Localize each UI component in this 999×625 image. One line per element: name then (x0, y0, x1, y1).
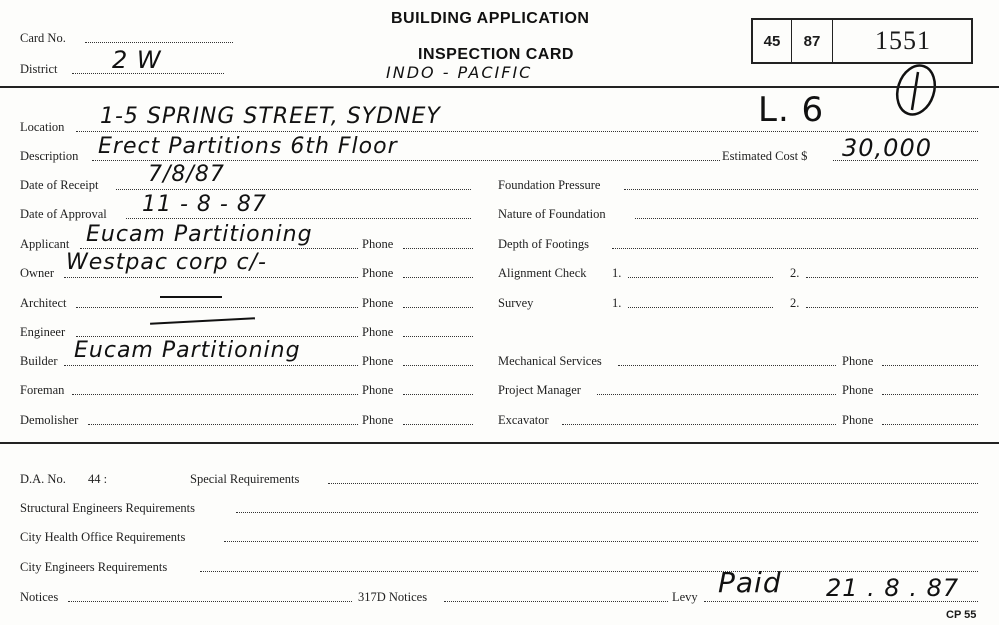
engineer-phone-label: Phone (362, 325, 394, 339)
owner-line (64, 277, 358, 278)
title-line-1: BUILDING APPLICATION (391, 10, 590, 27)
architect-line (76, 307, 358, 308)
card-no-line (85, 42, 233, 43)
excavator-line (562, 424, 836, 425)
project-manager-phone-line (882, 394, 978, 395)
card-no-label: Card No. (20, 31, 66, 45)
owner-phone-line (403, 277, 473, 278)
health-requirements-label: City Health Office Requirements (20, 530, 186, 544)
engineer-dash (150, 317, 255, 324)
architect-phone-line (403, 307, 473, 308)
project-manager-label: Project Manager (498, 383, 581, 397)
district-value: 2 W (112, 46, 162, 74)
survey-line-2 (806, 307, 978, 308)
engineer-label: Engineer (20, 325, 66, 339)
foreman-line (72, 394, 358, 395)
demolisher-line (88, 424, 358, 425)
header-rule (0, 86, 999, 88)
card-number: 1551 (875, 26, 931, 55)
foreman-label: Foreman (20, 383, 65, 397)
engineer-line (76, 336, 358, 337)
foundation-pressure-line (624, 189, 978, 190)
description-line (92, 160, 720, 161)
builder-label: Builder (20, 354, 58, 368)
box-cell-1: 45 (753, 20, 792, 62)
notices-label: Notices (20, 590, 59, 604)
levy-label: Levy (672, 590, 698, 604)
location-value: 1-5 SPRING STREET, SYDNEY (100, 104, 441, 129)
notices-317d-line (444, 601, 668, 602)
applicant-phone-line (403, 248, 473, 249)
demolisher-phone-line (403, 424, 473, 425)
description-value: Erect Partitions 6th Floor (98, 134, 398, 159)
excavator-phone-label: Phone (842, 413, 874, 427)
excavator-label: Excavator (498, 413, 549, 427)
excavator-phone-line (882, 424, 978, 425)
description-label: Description (20, 149, 79, 163)
owner-value: Westpac corp c/- (66, 250, 267, 275)
owner-label: Owner (20, 266, 55, 280)
location-line (76, 131, 978, 132)
applicant-label: Applicant (20, 237, 70, 251)
owner-phone-label: Phone (362, 266, 394, 280)
mechanical-label: Mechanical Services (498, 354, 602, 368)
alignment-num-2: 2. (790, 266, 800, 280)
alignment-check-label: Alignment Check (498, 266, 587, 280)
date-receipt-label: Date of Receipt (20, 178, 99, 192)
box-cell-2: 87 (792, 20, 833, 62)
survey-num-2: 2. (790, 296, 800, 310)
date-approval-label: Date of Approval (20, 207, 107, 221)
project-manager-line (597, 394, 836, 395)
project-manager-phone-label: Phone (842, 383, 874, 397)
alignment-line-1 (628, 277, 773, 278)
circle-mark-icon (888, 60, 948, 120)
notices-317d-label: 317D Notices (358, 590, 428, 604)
date-approval-line (126, 218, 471, 219)
applicant-phone-label: Phone (362, 237, 394, 251)
nature-foundation-label: Nature of Foundation (498, 207, 606, 221)
depth-footings-label: Depth of Footings (498, 237, 589, 251)
district-label: District (20, 62, 58, 76)
architect-dash (160, 296, 222, 298)
mechanical-line (618, 365, 836, 366)
city-engineers-label: City Engineers Requirements (20, 560, 168, 574)
alignment-num-1: 1. (612, 266, 622, 280)
builder-line (64, 365, 358, 366)
estimated-cost-label: Estimated Cost $ (722, 149, 808, 163)
middle-rule (0, 442, 999, 444)
notices-line (68, 601, 352, 602)
structural-requirements-label: Structural Engineers Requirements (20, 501, 195, 515)
special-requirements-line (328, 483, 978, 484)
foundation-pressure-label: Foundation Pressure (498, 178, 601, 192)
foreman-phone-line (403, 394, 473, 395)
mechanical-phone-line (882, 365, 978, 366)
da-no-label: D.A. No. (20, 472, 66, 486)
survey-label: Survey (498, 296, 534, 310)
survey-num-1: 1. (612, 296, 622, 310)
builder-phone-label: Phone (362, 354, 394, 368)
location-label: Location (20, 120, 65, 134)
applicant-value: Eucam Partitioning (86, 222, 313, 247)
estimated-cost-value: 30,000 (842, 134, 932, 162)
date-receipt-value: 7/8/87 (148, 162, 225, 187)
health-requirements-line (224, 541, 978, 542)
alignment-line-2 (806, 277, 978, 278)
levy-date: 21 . 8 . 87 (826, 574, 960, 602)
date-approval-value: 11 - 8 - 87 (142, 192, 267, 217)
architect-label: Architect (20, 296, 67, 310)
levy-value: Paid (718, 566, 782, 599)
title-line-2: INSPECTION CARD (418, 46, 574, 63)
survey-line-1 (628, 307, 773, 308)
applicant-line (80, 248, 358, 249)
structural-requirements-line (236, 512, 978, 513)
special-requirements-label: Special Requirements (190, 472, 300, 486)
nature-foundation-line (635, 218, 978, 219)
demolisher-label: Demolisher (20, 413, 79, 427)
architect-phone-label: Phone (362, 296, 394, 310)
builder-phone-line (403, 365, 473, 366)
corner-mark: L. 6 (758, 90, 825, 130)
demolisher-phone-label: Phone (362, 413, 394, 427)
card-number-box (751, 18, 973, 64)
foreman-phone-label: Phone (362, 383, 394, 397)
builder-value: Eucam Partitioning (74, 338, 301, 363)
city-engineers-line (200, 571, 978, 572)
date-receipt-line (116, 189, 471, 190)
stamp-note: INDO - PACIFIC (386, 63, 533, 82)
form-code: CP 55 (946, 609, 977, 621)
da-no-value: 44 : (88, 472, 108, 486)
engineer-phone-line (403, 336, 473, 337)
depth-footings-line (612, 248, 978, 249)
mechanical-phone-label: Phone (842, 354, 874, 368)
